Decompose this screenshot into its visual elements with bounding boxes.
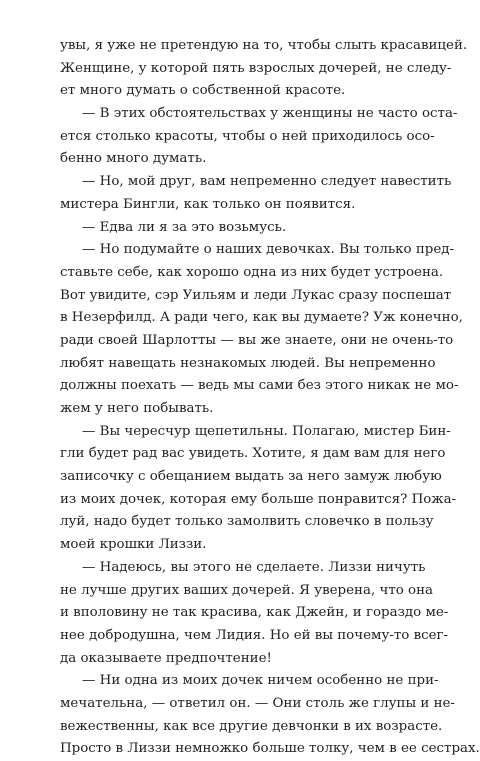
- text-line: и вполовину не так красива, как Джейн, и гораздо ме-: [60, 605, 449, 621]
- text-line: ется столько красоты, чтобы о ней приходилось осо-: [60, 128, 435, 144]
- text-line: должны поехать — ведь мы сами без этого никак не мо-: [60, 378, 459, 394]
- text-line: Просто в Лиззи немножко больше толку, чем в ее сестрах.: [60, 741, 480, 757]
- text-line: — Едва ли я за это возьмусь.: [82, 219, 287, 235]
- text-line: — Вы чересчур щепетильны. Полагаю, мистер Бин-: [82, 423, 451, 439]
- text-line: из моих дочек, которая ему больше понравится? Пожа-: [60, 491, 457, 507]
- text-line: — Но подумайте о наших девочках. Вы только пред-: [82, 242, 455, 258]
- text-line: луй, надо будет только замолвить словечко в пользу: [60, 514, 434, 530]
- text-line: — Но, мой друг, вам непременно следует навестить: [82, 174, 452, 190]
- text-line: — Надеюсь, вы этого не сделаете. Лиззи ничуть: [82, 559, 426, 575]
- text-line: Вот увидите, сэр Уильям и леди Лукас сразу поспешат: [60, 287, 452, 303]
- text-line: бенно много думать.: [60, 151, 207, 167]
- text-line: гли будет рад вас увидеть. Хотите, я дам вам для него: [60, 446, 446, 462]
- text-line: мечательна, — ответил он. — Они столь же глупы и не-: [60, 695, 455, 711]
- text-line: жем у него побывать.: [60, 401, 214, 416]
- text-line: вежественны, как все другие девчонки в их возрасте.: [60, 718, 443, 734]
- text-line: записочку с обещанием выдать за него замуж любую: [60, 469, 442, 485]
- text-line: в Незерфилд. А ради чего, как вы думаете? Уж конечно,: [60, 310, 463, 326]
- text-line: увы, я уже не претендую на то, чтобы слыть красавицей.: [60, 38, 468, 53]
- text-line: не лучше других ваших дочерей. Я уверена, что она: [60, 582, 434, 598]
- text-line: ставьте себе, как хорошо одна из них будет устроена.: [60, 264, 444, 280]
- text-line: моей крошки Лиззи.: [60, 537, 207, 553]
- body-text: [60, 35, 480, 761]
- text-line: мистера Бингли, как только он появится.: [60, 196, 356, 212]
- text-line: ради своей Шарлотты — вы же знаете, они не очень-то: [60, 332, 454, 348]
- text-line: Женщине, у которой пять взрослых дочерей, не следу-: [60, 60, 452, 76]
- text-line: — Ни одна из моих дочек ничем особенно не при-: [82, 673, 439, 689]
- text-line: нее добродушна, чем Лидия. Но ей вы почему-то всег-: [60, 627, 449, 643]
- text-line: любят навещать незнакомых людей. Вы непременно: [60, 355, 436, 371]
- text-line: ет много думать о собственной красоте.: [60, 83, 346, 99]
- text-line: — В этих обстоятельствах у женщины не часто оста-: [82, 106, 458, 122]
- text-line: да оказываете предпочтение!: [60, 650, 272, 666]
